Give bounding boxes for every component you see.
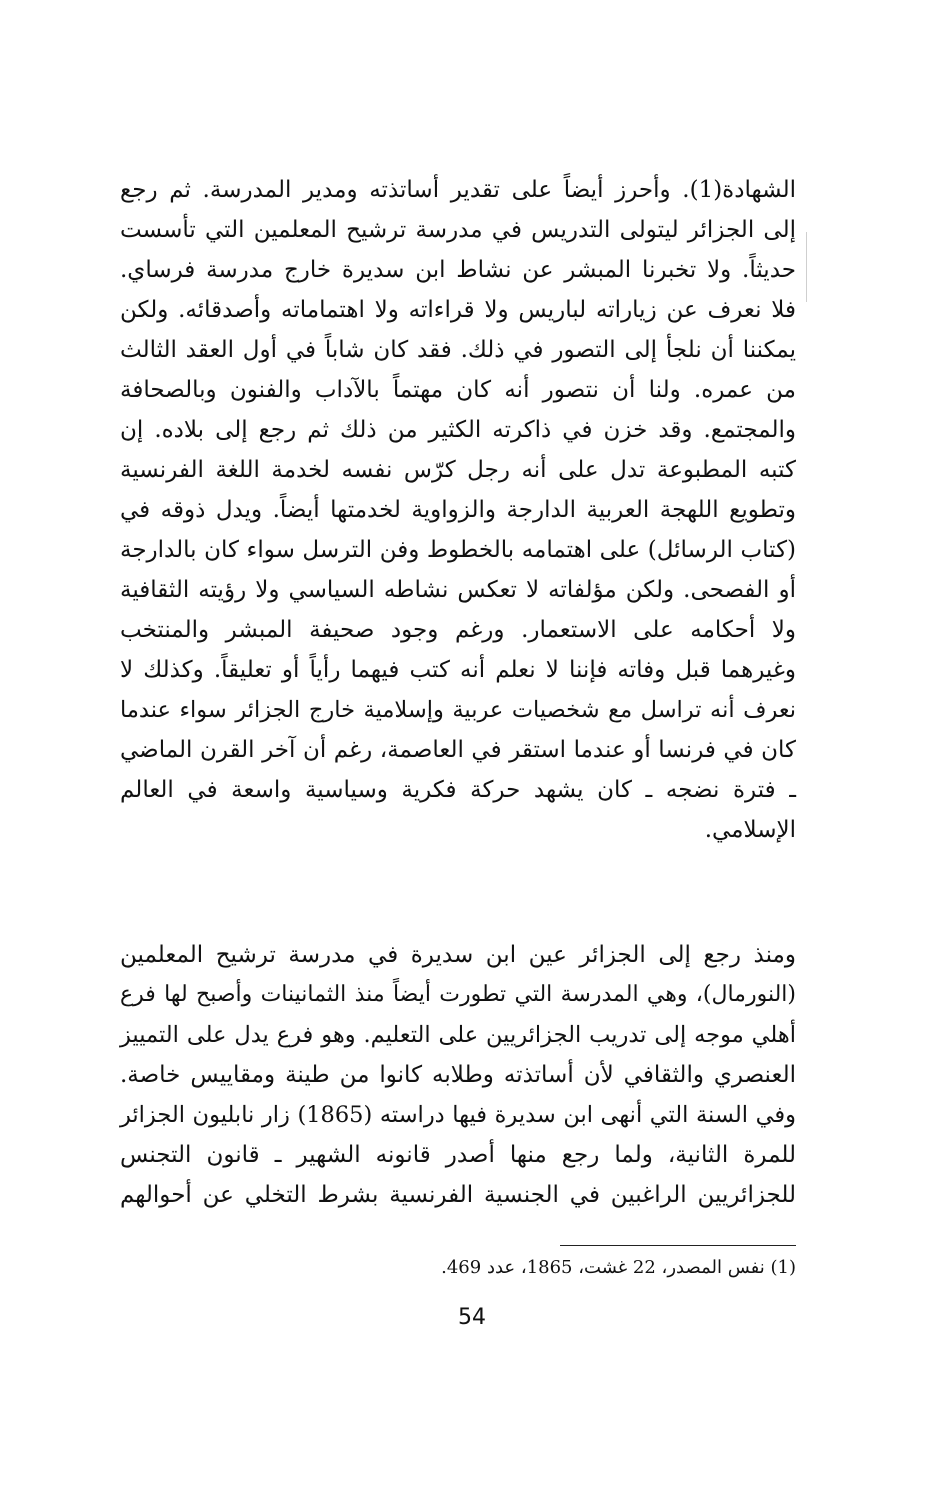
text-line: وفي السنة التي أنهى ابن سديرة فيها دراسته (1865) زار نابليون الجزائر xyxy=(120,1102,796,1128)
footnote-separator xyxy=(560,1245,796,1246)
text-line: ـ فترة نضجه ـ كان يشهد حركة فكرية وسياسية واسعة في العالم xyxy=(120,777,796,803)
text-line: إلى الجزائر ليتولى التدريس في مدرسة ترشيح المعلمين التي تأسست xyxy=(120,217,796,243)
text-line: كان في فرنسا أو عندما استقر في العاصمة، رغم أن آخر القرن الماضي xyxy=(120,737,796,763)
text-line: للجزائريين الراغبين في الجنسية الفرنسية بشرط التخلي عن أحوالهم xyxy=(120,1182,796,1208)
text-line: أهلي موجه إلى تدريب الجزائريين على التعليم. وهو فرع يدل على التمييز xyxy=(120,1022,796,1048)
text-line: وتطويع اللهجة العربية الدارجة والزواوية لخدمتها أيضاً. ويدل ذوقه في xyxy=(120,497,796,523)
text-line: (كتاب الرسائل) على اهتمامه بالخطوط وفن الترسل سواء كان بالدارجة xyxy=(120,537,796,563)
text-line: كتبه المطبوعة تدل على أنه رجل كرّس نفسه لخدمة اللغة الفرنسية xyxy=(120,457,796,483)
text-line: أو الفصحى. ولكن مؤلفاته لا تعكس نشاطه السياسي ولا رؤيته الثقافية xyxy=(120,577,796,603)
text-line: حديثاً. ولا تخبرنا المبشر عن نشاط ابن سديرة خارج مدرسة فرساي. xyxy=(120,257,796,283)
text-line: الشهادة(1). وأحرز أيضاً على تقدير أساتذته ومدير المدرسة. ثم رجع xyxy=(120,177,796,203)
text-line: والمجتمع. وقد خزن في ذاكرته الكثير من ذلك ثم رجع إلى بلاده. إن xyxy=(120,417,796,443)
text-line: وغيرهما قبل وفاته فإننا لا نعلم أنه كتب فيهما رأياً أو تعليقاً. وكذلك لا xyxy=(120,657,796,683)
text-line: ولا أحكامه على الاستعمار. ورغم وجود صحيفة المبشر والمنتخب xyxy=(120,617,796,643)
text-line: العنصري والثقافي لأن أساتذته وطلابه كانوا من طينة ومقاييس خاصة. xyxy=(120,1062,796,1088)
page-number: 54 xyxy=(458,1305,486,1330)
text-line: من عمره. ولنا أن نتصور أنه كان مهتماً بالآداب والفنون وبالصحافة xyxy=(120,377,796,403)
text-line: ومنذ رجع إلى الجزائر عين ابن سديرة في مدرسة ترشيح المعلمين xyxy=(120,942,796,968)
text-line: فلا نعرف عن زياراته لباريس ولا قراءاته ولا اهتماماته وأصدقائه. ولكن xyxy=(120,297,796,323)
text-line: للمرة الثانية، ولما رجع منها أصدر قانونه الشهير ـ قانون التجنس xyxy=(120,1142,796,1168)
paragraph-2 xyxy=(120,935,796,1215)
text-line: (النورمال)، وهي المدرسة التي تطورت أيضاً منذ الثمانينات وأصبح لها فرع xyxy=(120,982,796,1007)
text-line: نعرف أنه تراسل مع شخصيات عربية وإسلامية خارج الجزائر سواء عندما xyxy=(120,697,796,723)
text-line: يمكننا أن نلجأ إلى التصور في ذلك. فقد كان شاباً في أول العقد الثالث xyxy=(120,337,796,363)
scan-artifact-line xyxy=(806,232,807,302)
text-line: الإسلامي. xyxy=(704,817,796,843)
footnote: (1) نفس المصدر، 22 غشت، 1865، عدد 469. xyxy=(441,1257,796,1278)
paragraph-1 xyxy=(120,170,796,850)
